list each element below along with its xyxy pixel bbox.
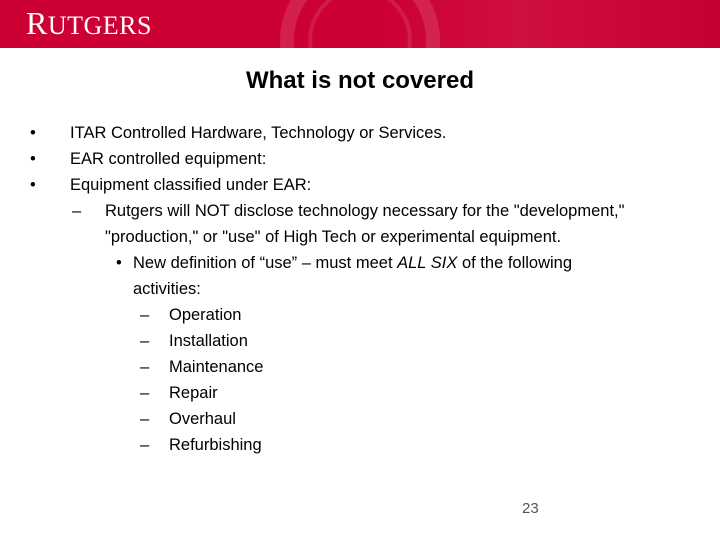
definition-prefix: New definition of “use” – must meet [133, 254, 398, 272]
sub-bullet-line: Rutgers will NOT disclose technology necessary for the "development," [105, 202, 625, 220]
definition-continuation [30, 276, 690, 302]
dash-marker: – [140, 384, 150, 402]
bullet-text: Equipment classified under EAR: [70, 176, 312, 194]
bullet-marker: • [116, 254, 122, 272]
bullet-marker: • [30, 124, 36, 142]
activity-item [30, 354, 690, 380]
bullet-text: ITAR Controlled Hardware, Technology or Services. [70, 124, 447, 142]
sub-bullet-line: "production," or "use" of High Tech or experimental equipment. [105, 228, 562, 246]
dash-marker: – [140, 436, 150, 454]
bullet-marker: • [30, 150, 36, 168]
activity-text: Installation [169, 332, 248, 350]
sub-bullet-item [30, 198, 690, 224]
bullet-item [30, 146, 690, 172]
slide-title: What is not covered [245, 67, 475, 94]
definition-item [30, 250, 690, 276]
definition-line2: activities: [133, 280, 201, 298]
definition-suffix: of the following [457, 254, 573, 272]
bullet-item [30, 120, 690, 146]
dash-marker: – [140, 332, 150, 350]
rutgers-logo: RUTGERS [26, 5, 152, 41]
definition-emphasis: ALL SIX [397, 254, 458, 272]
bullet-marker: • [30, 176, 36, 194]
activity-text: Overhaul [169, 410, 236, 428]
dash-marker: – [140, 306, 150, 324]
activity-text: Operation [169, 306, 242, 324]
activity-item [30, 406, 690, 432]
page-number: 23 [522, 500, 539, 517]
banner-gradient [380, 0, 720, 48]
activity-text: Refurbishing [169, 436, 262, 454]
activity-item [30, 302, 690, 328]
activity-item [30, 432, 690, 458]
activity-item [30, 380, 690, 406]
dash-marker: – [72, 202, 82, 220]
dash-marker: – [140, 358, 150, 376]
header-banner [0, 0, 720, 48]
activity-text: Repair [169, 384, 218, 402]
sub-bullet-continuation [30, 224, 690, 250]
activity-text: Maintenance [169, 358, 264, 376]
bullet-item [30, 172, 690, 198]
dash-marker: – [140, 410, 150, 428]
slide-content [30, 120, 690, 458]
activity-item [30, 328, 690, 354]
bullet-text: EAR controlled equipment: [70, 150, 267, 168]
